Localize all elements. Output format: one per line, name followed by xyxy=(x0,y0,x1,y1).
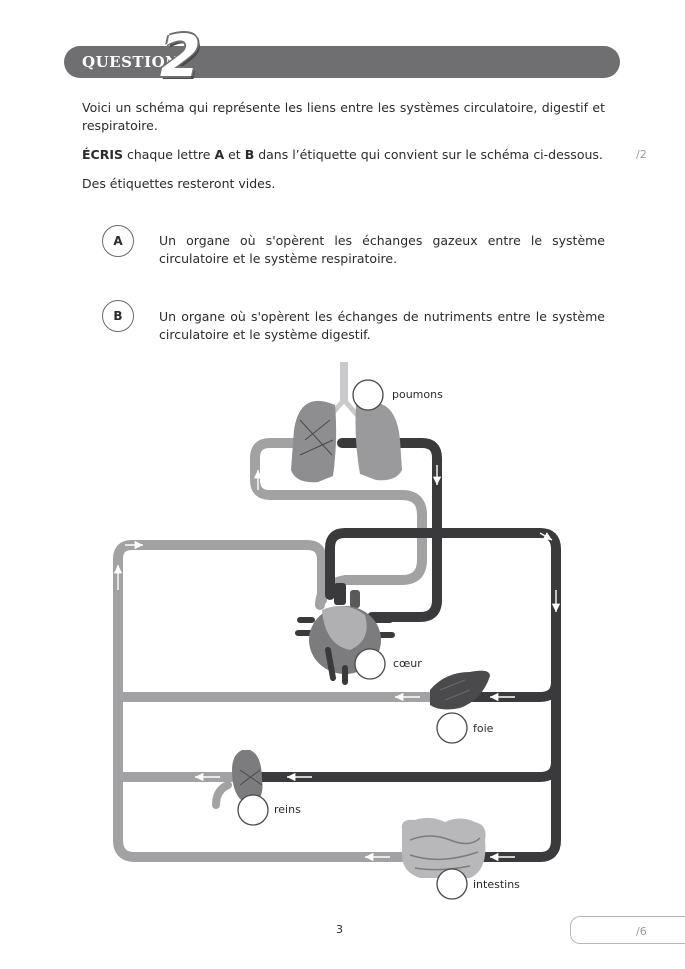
organ-label-kidneys: reins xyxy=(274,803,301,816)
organ-label-intestines: intestins xyxy=(473,878,520,891)
deoxygenated-vessels xyxy=(118,443,458,857)
definition-a-text: Un organe où s'opèrent les échanges gazeux entre le système circulatoire et le système respiratoire. xyxy=(159,233,605,266)
definition-b-text: Un organe où s'opèrent les échanges de nutriments entre le système circulatoire et le système digestif. xyxy=(159,309,605,342)
label-circle-intestines xyxy=(437,869,467,899)
letter-b-circle: B xyxy=(102,300,134,332)
instruction-part: et xyxy=(224,147,245,162)
label-circle-liver xyxy=(437,713,467,743)
instruction-letter-b: B xyxy=(244,147,255,162)
label-circle-lungs xyxy=(353,380,383,410)
oxygenated-vessels xyxy=(262,443,556,857)
organ-label-heart: cœur xyxy=(393,657,422,670)
instruction-part: chaque lettre xyxy=(123,147,215,162)
page-score-box xyxy=(570,916,685,944)
note-text: Des étiquettes resteront vides. xyxy=(82,176,276,191)
question-number: 2 xyxy=(152,22,208,90)
page-number: 3 xyxy=(336,923,343,936)
label-circle-heart xyxy=(355,649,385,679)
lungs-illustration xyxy=(291,362,402,482)
instruction-letter-a: A xyxy=(214,147,225,162)
intro-text: Voici un schéma qui représente les liens entre les systèmes circulatoire, digestif et respiratoire. xyxy=(82,100,605,133)
label-circle-kidneys xyxy=(238,795,268,825)
page-score: /6 xyxy=(636,925,647,938)
instruction-verb: ÉCRIS xyxy=(82,147,123,162)
letter-a-circle: A xyxy=(102,225,134,257)
question-label: QUESTION xyxy=(82,53,180,71)
question-score: /2 xyxy=(636,148,647,161)
instruction-part: dans l’étiquette qui convient sur le schéma ci-dessous. xyxy=(254,147,603,162)
liver-illustration xyxy=(430,671,490,710)
organ-label-liver: foie xyxy=(473,722,494,735)
organ-label-lungs: poumons xyxy=(392,388,443,401)
intestines-illustration xyxy=(402,818,486,878)
